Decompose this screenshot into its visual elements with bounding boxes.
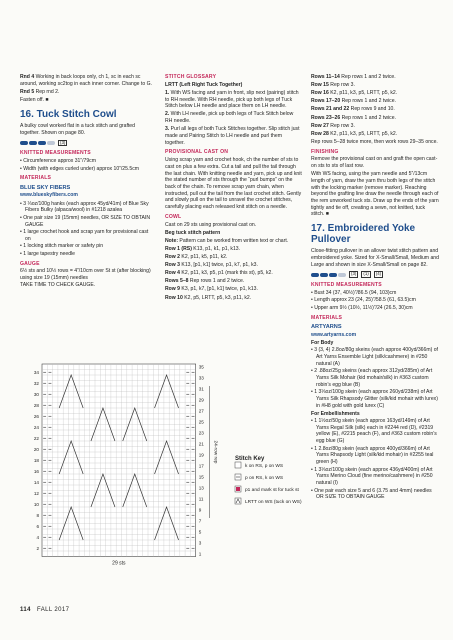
provisional-cast-on-text: Using scrap yarn and crochet hook, ch the number of sts to cast on plus a few extra. Cut a tail and pull the tail through the last chain. With knitting needle and yarn, pick up and knit the stated number of sts through the “purl bumps” on the back of the chain. To remove scrap yarn chain, when instructed, pull out the tail from the last crochet stitch. Gently and slowly pull on the tail to unravel the crochet stitches, carefully placing each released knit stitch on a needle. bbox=[165, 157, 302, 211]
instruction-label: Row 16 bbox=[311, 90, 329, 97]
skill-bar-icon bbox=[20, 141, 28, 145]
key-label: k on RS, p on WS bbox=[245, 464, 284, 469]
instruction-label: Rnd 4 bbox=[20, 74, 35, 80]
knitted-measurements-list-17 bbox=[311, 290, 439, 312]
instruction-line bbox=[311, 139, 439, 146]
instruction-label: 2. bbox=[165, 111, 170, 118]
skill-bar-icon bbox=[311, 273, 319, 277]
instruction-text: Rep row 3. bbox=[328, 82, 355, 89]
knitted-measurements-head-17: KNITTED MEASUREMENTS bbox=[311, 282, 382, 289]
row-number-left: 30 bbox=[33, 391, 39, 397]
list-item: • 1 1½oz/50g skein (each approx 163yd/149m) of Art Yarns Regal Silk (silk) each in #2244 red (D), #2319 yellow (E), #2215 peach (F), and #363 custom robin’s egg blue (G) bbox=[311, 417, 437, 445]
gauge-note: TAKE TIME TO CHECK GAUGE. bbox=[20, 281, 96, 288]
stitch-glossary bbox=[165, 82, 302, 147]
row-number-right: 23 bbox=[198, 430, 204, 436]
row-number-left: 34 bbox=[33, 369, 39, 375]
brand-name-17: ARTYARNS bbox=[311, 324, 342, 331]
list-item: • 1 2.8oz/80g skein (each approx 400yd/366m) of Art Yarns Rhapsody Light (silk/kid mohair) in #2255 teal green (H) bbox=[311, 445, 434, 466]
row-number-left: 12 bbox=[33, 490, 39, 496]
row-number-left: 16 bbox=[33, 468, 39, 474]
row-number-right: 21 bbox=[198, 441, 204, 447]
row-number-right: 13 bbox=[198, 485, 204, 491]
instruction-line bbox=[165, 254, 302, 261]
instruction-label: Row 10 bbox=[165, 294, 183, 301]
instruction-text: K2, p11, k3, p5, LRTT, p5, k2. bbox=[328, 90, 398, 97]
row-number-right: 9 bbox=[198, 507, 202, 513]
embellishment-yarn-list bbox=[311, 418, 439, 501]
skill-bar-icon bbox=[29, 141, 37, 145]
list-item: • 1 3⅓oz/100g skein (each approx 436yd/400m) of Art Yarns Merino Cloud (fine merino/cashmere) in #250 natural (I) bbox=[311, 466, 433, 487]
column-3 bbox=[311, 74, 439, 502]
instruction-label: Row 27 bbox=[311, 122, 329, 129]
chart-width-label: 29 sts bbox=[112, 560, 126, 567]
instruction-text: With WS facing and yarn in front, slip next (pairing) stitch to RH needle. With RH needle, pick up both legs of Tuck Stitch below LH needle and place them on LH needle. bbox=[165, 89, 299, 110]
instruction-line bbox=[165, 82, 302, 89]
skill-bar-icon bbox=[329, 273, 337, 277]
row-number-left: 24 bbox=[33, 424, 39, 430]
list-item: • Width (with edges curled under) approx 10”/25.5cm bbox=[20, 165, 139, 172]
instruction-text: Rep rows 1 and 2 twice. bbox=[340, 114, 396, 121]
body-yarn-list bbox=[311, 347, 439, 409]
pattern-17-description: Close-fitting pullover in an allover twist stitch pattern and embroidered yoke. Sized for X-Small/Small, Medium and Large and shown in size X-Small/Small on page 82. bbox=[311, 248, 439, 268]
row-number-right: 29 bbox=[198, 397, 204, 403]
instruction-text: Rep rnd 2. bbox=[34, 88, 60, 95]
pattern-16-title: 16. Tuck Stitch Cowl bbox=[20, 108, 117, 120]
tuck-stitch-chart bbox=[20, 360, 310, 575]
instruction-line bbox=[311, 82, 439, 89]
skill-level-indicator-17 bbox=[311, 271, 439, 278]
instruction-line bbox=[311, 106, 439, 113]
instruction-text: K3, p1, k7, [p1, k1] twice, p1, k13. bbox=[180, 286, 258, 293]
instruction-label: 3. bbox=[165, 126, 170, 133]
finishing-head: FINISHING bbox=[311, 148, 339, 155]
row-number-right: 33 bbox=[198, 375, 204, 381]
list-item: With WS facing, using the yarn needle and 5”/13cm length of yarn, draw the yarn thru both legs of the stitch with the locking marker (remove marker). Reaching beyond the grafting line draw the needle through each of the rem unworked tuck sts. Draw up the ends of the yarn tightly and tie off, creating a sewn, not knitted, tuck stitch. ■ bbox=[311, 171, 439, 218]
yarn-weight-badge: (4) bbox=[375, 271, 382, 277]
row-number-right: 17 bbox=[198, 463, 204, 469]
instruction-label: Row 3 bbox=[165, 262, 181, 269]
brand-url-17[interactable]: www.artyarns.com bbox=[311, 331, 357, 338]
cowl-instructions bbox=[165, 222, 302, 302]
instruction-label: Note: bbox=[165, 237, 179, 244]
key-label: p on RS, k on WS bbox=[245, 476, 284, 481]
row-number-left: 28 bbox=[33, 402, 39, 408]
row-number-right: 5 bbox=[198, 529, 202, 535]
brand-url[interactable]: www.blueskyfibers.com bbox=[20, 192, 78, 199]
instruction-label: Rnd 5 bbox=[20, 88, 35, 95]
list-item: • 1 3⅓oz/100g skein (each approx 260yd/238m) of Art Yarns Silk Rhapsody Glitter (silk/kid mohair with lurex) in #H8 gold with gold lurex (C) bbox=[311, 389, 438, 409]
list-item: • Circumference approx 31”/79cm bbox=[20, 158, 96, 165]
list-item: Remove the provisional cast on and graft the open cast-on sts to sts of last row. bbox=[311, 156, 438, 170]
stitch-glossary-head: STITCH GLOSSARY bbox=[165, 74, 217, 80]
skill-bar-icon bbox=[38, 141, 46, 145]
instruction-label: Rows 21 and 22 bbox=[311, 106, 350, 113]
instruction-text: Working in back loops only, ch 1, sc in each sc around, working sc2tog in each inner corner. Change to G. bbox=[20, 74, 152, 87]
row-number-right: 1 bbox=[198, 551, 202, 557]
skill-bar-icon bbox=[320, 273, 328, 277]
row-number-right: 7 bbox=[198, 518, 202, 524]
instruction-label: Row 9 bbox=[165, 286, 181, 293]
previous-pattern-end bbox=[20, 74, 153, 104]
instruction-line bbox=[311, 74, 439, 81]
instruction-label: Row 4 bbox=[165, 270, 181, 277]
instruction-line bbox=[165, 246, 302, 253]
gauge-head: GAUGE bbox=[20, 260, 40, 267]
instruction-line bbox=[311, 131, 439, 138]
instruction-line bbox=[20, 97, 153, 104]
row-number-left: 20 bbox=[33, 446, 39, 452]
list-item: • Length approx 23 (24, 25)”/58.5 (61, 63.5)cm bbox=[311, 297, 416, 304]
row-number-right: 19 bbox=[198, 452, 204, 458]
instruction-line bbox=[165, 295, 302, 302]
instruction-text: Rep rows 1 and 2 twice. bbox=[340, 98, 396, 105]
gauge-text: 6½ sts and 10½ rows = 4”/10cm over St st (after blocking) using size 19 (15mm) needles bbox=[20, 268, 151, 281]
instruction-line bbox=[165, 270, 302, 277]
instruction-label: Rows 17–20 bbox=[311, 98, 341, 105]
for-embellishments-head: For Embellishments bbox=[311, 411, 360, 418]
finishing-text bbox=[311, 156, 439, 218]
row-number-left: 32 bbox=[33, 380, 39, 386]
row-number-left: 8 bbox=[36, 512, 39, 518]
yarn-weight-badge: (3) bbox=[60, 139, 66, 145]
list-item: • 3 ⅓oz/100g hanks (each approx 45yd/41m) of Blue Sky Fibers Bulky (alpaca/wool) in #1218 azalea bbox=[20, 200, 149, 214]
row-number-left: 6 bbox=[36, 523, 39, 529]
materials-list bbox=[20, 201, 153, 258]
row-number-right: 15 bbox=[198, 474, 204, 480]
skill-bar-icon bbox=[338, 273, 346, 277]
instruction-text: Cast on 29 sts using provisional cast on. bbox=[165, 221, 257, 228]
row-number-left: 4 bbox=[36, 534, 39, 540]
instruction-line bbox=[165, 90, 302, 110]
issue-label: FALL 2017 bbox=[36, 607, 70, 613]
page-number: 114 bbox=[20, 607, 31, 613]
list-item: • One pair each size 5 and 6 (3.75 and 4mm) needles OR SIZE TO OBTAIN GAUGE bbox=[311, 487, 432, 501]
row-number-left: 18 bbox=[33, 457, 39, 463]
instruction-label: Row 15 bbox=[311, 82, 329, 89]
pattern-16-description: A bulky cowl worked flat in a tuck stitch and grafted together. Shown on page 80. bbox=[20, 123, 135, 136]
knitted-measurements-list bbox=[20, 158, 153, 172]
materials-head: MATERIALS bbox=[20, 175, 52, 182]
pattern-17-title: 17. Embroidered Yoke Pullover bbox=[311, 223, 416, 245]
instruction-line bbox=[165, 230, 302, 237]
row-number-left: 22 bbox=[33, 435, 39, 441]
cowl-head: COWL bbox=[165, 213, 182, 220]
list-item: • 2 .88oz/25g skeins (each approx 312yd/285m) of Art Yarns Silk Mohair (kid mohair/silk) in #363 custom robin’s egg blue (B) bbox=[311, 368, 433, 388]
row-number-left: 26 bbox=[33, 413, 39, 419]
list-item: • Bust 34 (37, 40½)”/86.5 (94, 103)cm bbox=[311, 289, 397, 296]
instruction-label: Rows 23–26 bbox=[311, 114, 341, 121]
instruction-line bbox=[165, 262, 302, 269]
instruction-line bbox=[165, 286, 302, 293]
instruction-text: K13, [p1, k1] twice, p1, k7, p1, k3. bbox=[180, 262, 258, 269]
list-item: • 1 locking stitch marker or safety pin bbox=[20, 243, 104, 250]
instruction-line bbox=[165, 222, 302, 229]
instruction-line bbox=[311, 98, 439, 105]
yarn-weight-badge: (1) bbox=[363, 271, 369, 277]
provisional-cast-on-head: PROVISIONAL CAST ON bbox=[165, 149, 229, 156]
instruction-text: Rep rows 1 and 2 twice. bbox=[339, 74, 396, 80]
instruction-text: Rep row 3. bbox=[328, 122, 355, 129]
knitted-measurements-head: KNITTED MEASUREMENTS bbox=[20, 150, 91, 157]
instruction-text: Rep rows 5–28 twice more, then work rows 29–35 once. bbox=[311, 138, 438, 145]
list-item: • 3 (3, 4) 2.8oz/80g skeins (each approx 400yd/366m) of Art Yarns Ensemble Light (silk/cashmere) in #250 natural (A) bbox=[311, 347, 438, 367]
row-number-right: 31 bbox=[198, 386, 204, 392]
column-1 bbox=[20, 74, 153, 290]
instruction-line bbox=[165, 238, 302, 245]
instruction-line bbox=[20, 74, 153, 87]
instruction-label: Rows 5–8 bbox=[165, 278, 189, 285]
row-number-right: 25 bbox=[198, 419, 204, 425]
yarn-weight-badge: (3) bbox=[351, 271, 357, 277]
instruction-line bbox=[165, 111, 302, 124]
instruction-line bbox=[311, 115, 439, 122]
row-number-right: 35 bbox=[198, 364, 204, 370]
instruction-text: Rep rows 9 and 10. bbox=[349, 106, 395, 113]
stitch-key-title: Stitch Key bbox=[235, 456, 265, 462]
cowl-rows-continued bbox=[311, 74, 439, 146]
instruction-label: Row 1 (RS) bbox=[165, 245, 192, 252]
row-number-left: 2 bbox=[36, 545, 39, 551]
instruction-label: Beg tuck stitch pattern bbox=[165, 229, 221, 236]
tuck-stitch-chart-area bbox=[20, 360, 310, 575]
key-swatch bbox=[235, 462, 241, 468]
row-number-right: 27 bbox=[198, 408, 204, 414]
instruction-line bbox=[311, 123, 439, 130]
row-number-left: 14 bbox=[33, 479, 39, 485]
instruction-text: Fasten off. ■ bbox=[20, 96, 49, 103]
instruction-text: K2, p11, k3, p5, LRTT, p5, k2. bbox=[328, 130, 398, 137]
instruction-text: K2, p11, k5, p11, k2. bbox=[180, 253, 228, 260]
row-number-left: 10 bbox=[33, 501, 39, 507]
instruction-label: LRTT (Left Right Tuck Together) bbox=[165, 81, 243, 88]
instruction-label: 1. bbox=[165, 89, 170, 96]
list-item: • 1 large crochet hook and scrap yarn for provisional cast on bbox=[20, 229, 149, 242]
list-item: • One pair size 19 (15mm) needles, OR SIZE TO OBTAIN GAUGE bbox=[20, 214, 151, 228]
chart-grid-frame bbox=[42, 364, 196, 557]
instruction-line bbox=[165, 278, 302, 285]
key-label: p1 and mark st for tuck st bbox=[245, 488, 299, 493]
key-label: LRTT on WS (tuck on WS) bbox=[245, 500, 302, 505]
instruction-line bbox=[20, 89, 153, 96]
instruction-text: Purl all legs of both Tuck Stitches together. Slip stitch just made and Pairing Stitch to LH needle and purl them together. bbox=[165, 126, 300, 146]
materials-head-17: MATERIALS bbox=[311, 314, 343, 321]
instruction-text: K2, p11, k3, p5, p1 (mark this st), p5, k2. bbox=[180, 270, 273, 277]
row-number-right: 11 bbox=[198, 496, 204, 502]
instruction-line bbox=[165, 126, 302, 146]
instruction-text: K13, p1, k1, p1, k13. bbox=[191, 245, 241, 252]
skill-level-indicator bbox=[20, 140, 153, 147]
instruction-label: Row 2 bbox=[165, 253, 181, 260]
row-number-right: 3 bbox=[198, 540, 202, 546]
brand-name: BLUE SKY FIBERS bbox=[20, 185, 71, 192]
instruction-text: Rep rows 1 and 2 twice. bbox=[188, 278, 245, 285]
instruction-text: With LH needle, pick up both legs of Tuck Stitch below RH needle. bbox=[165, 111, 294, 125]
list-item: • Upper arm 9½ (10½, 11½)”/24 (26.5, 30)cm bbox=[311, 304, 413, 311]
instruction-label: Row 28 bbox=[311, 130, 329, 137]
repeat-label: 24-row rep bbox=[212, 440, 218, 464]
column-2 bbox=[165, 74, 302, 303]
skill-bar-icon bbox=[47, 141, 55, 145]
instruction-text: K2, p5, LRTT, p5, k3, p11, k2. bbox=[182, 294, 252, 301]
list-item: • 1 large tapestry needle bbox=[20, 250, 76, 257]
instruction-text: Pattern can be worked from written text or chart. bbox=[178, 237, 289, 244]
mark-key-icon bbox=[236, 487, 240, 491]
instruction-label: Rows 11–14 bbox=[311, 74, 340, 80]
instruction-line bbox=[311, 90, 439, 97]
page-footer bbox=[20, 607, 69, 615]
for-body-head: For Body bbox=[311, 340, 334, 347]
